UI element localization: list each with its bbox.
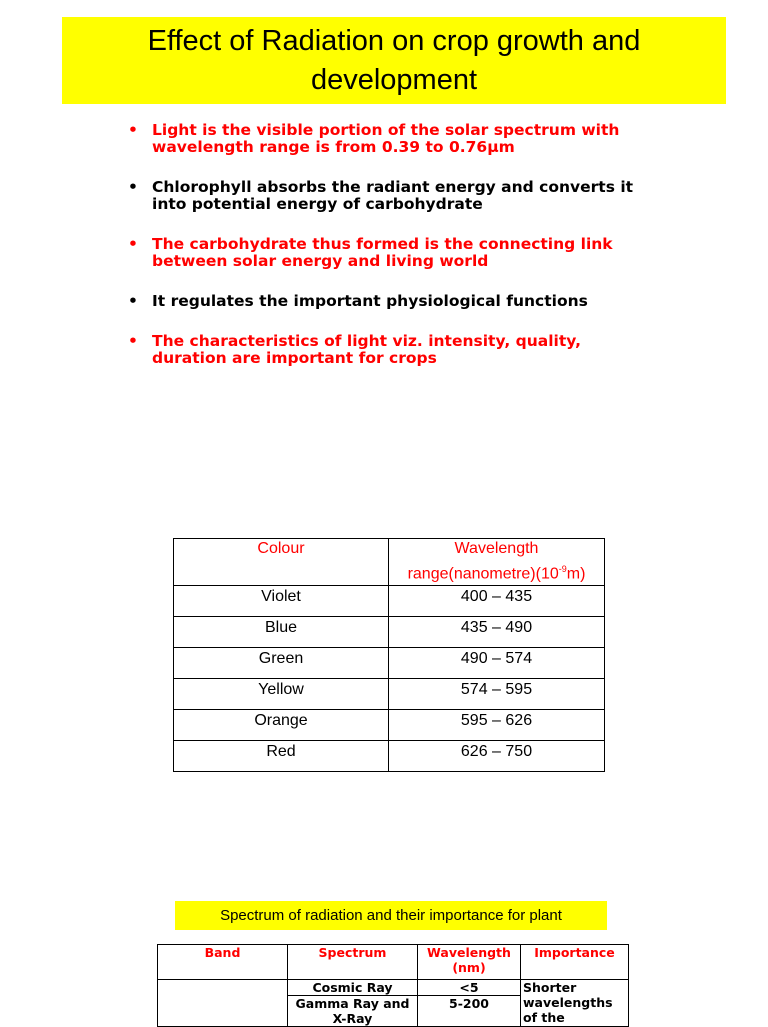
bullet-item [128, 293, 638, 310]
title-banner [62, 17, 726, 104]
bullet-text: The characteristics of light viz. intensity, quality, duration are important for crops [152, 332, 582, 367]
table-row [174, 586, 605, 617]
colour-header: Colour [174, 539, 389, 586]
spectrum-caption: Spectrum of radiation and their importance for plant [175, 901, 607, 930]
colour-wavelength-table [173, 538, 605, 772]
spectrum-cell: Gamma Ray and X-Ray [288, 996, 418, 1027]
colour-cell: Violet [174, 586, 389, 617]
table-row [174, 741, 605, 772]
bullet-dot-icon: • [128, 332, 138, 350]
band-header: Band [158, 945, 288, 980]
bullet-list [128, 122, 638, 390]
spectrum-cell: Cosmic Ray [288, 980, 418, 996]
wavelength-cell: 435 – 490 [389, 617, 605, 648]
bullet-item [128, 122, 638, 156]
colour-cell: Yellow [174, 679, 389, 710]
band-cell [158, 980, 288, 1027]
bullet-dot-icon: • [128, 235, 138, 253]
colour-cell: Green [174, 648, 389, 679]
bullet-text: It regulates the important physiological functions [152, 292, 588, 310]
colour-cell: Orange [174, 710, 389, 741]
band-spectrum-table [157, 944, 629, 1027]
table-header-row [158, 945, 629, 980]
bullet-text: Light is the visible portion of the solar spectrum with wavelength range is from 0.39 to 0.76µm [152, 121, 620, 156]
bullet-dot-icon: • [128, 121, 138, 139]
spectrum-header: Spectrum [288, 945, 418, 980]
table-row [174, 648, 605, 679]
wavelength-cell: 595 – 626 [389, 710, 605, 741]
bullet-text: The carbohydrate thus formed is the connecting link between solar energy and living world [152, 235, 613, 270]
importance-cell: Shorter wavelengths of the [521, 980, 629, 1027]
table-row [174, 710, 605, 741]
table-header-row [174, 539, 605, 586]
bullet-item [128, 333, 638, 367]
colour-cell: Blue [174, 617, 389, 648]
bullet-dot-icon: • [128, 292, 138, 310]
bullet-item [128, 179, 638, 213]
wavelength-cell: 400 – 435 [389, 586, 605, 617]
bullet-dot-icon: • [128, 178, 138, 196]
page-title: Effect of Radiation on crop growth and development [147, 24, 641, 96]
wavelength-header: Wavelength $range(nanometre)(10^{-9}m)$ [389, 539, 605, 586]
bullet-item [128, 236, 638, 270]
importance-header: Importance [521, 945, 629, 980]
bullet-text: Chlorophyll absorbs the radiant energy and converts it into potential energy of carbohydrate [152, 178, 634, 213]
table-row [174, 617, 605, 648]
wavelength-cell: 626 – 750 [389, 741, 605, 772]
wavelength-cell: 490 – 574 [389, 648, 605, 679]
table-row [174, 679, 605, 710]
wavelength-cell: 574 – 595 [389, 679, 605, 710]
wavelength-cell: 5-200 [418, 996, 521, 1027]
colour-cell: Red [174, 741, 389, 772]
wavelength-cell: <5 [418, 980, 521, 996]
wavelength-header: Wavelength (nm) [418, 945, 521, 980]
table-row [158, 980, 629, 996]
